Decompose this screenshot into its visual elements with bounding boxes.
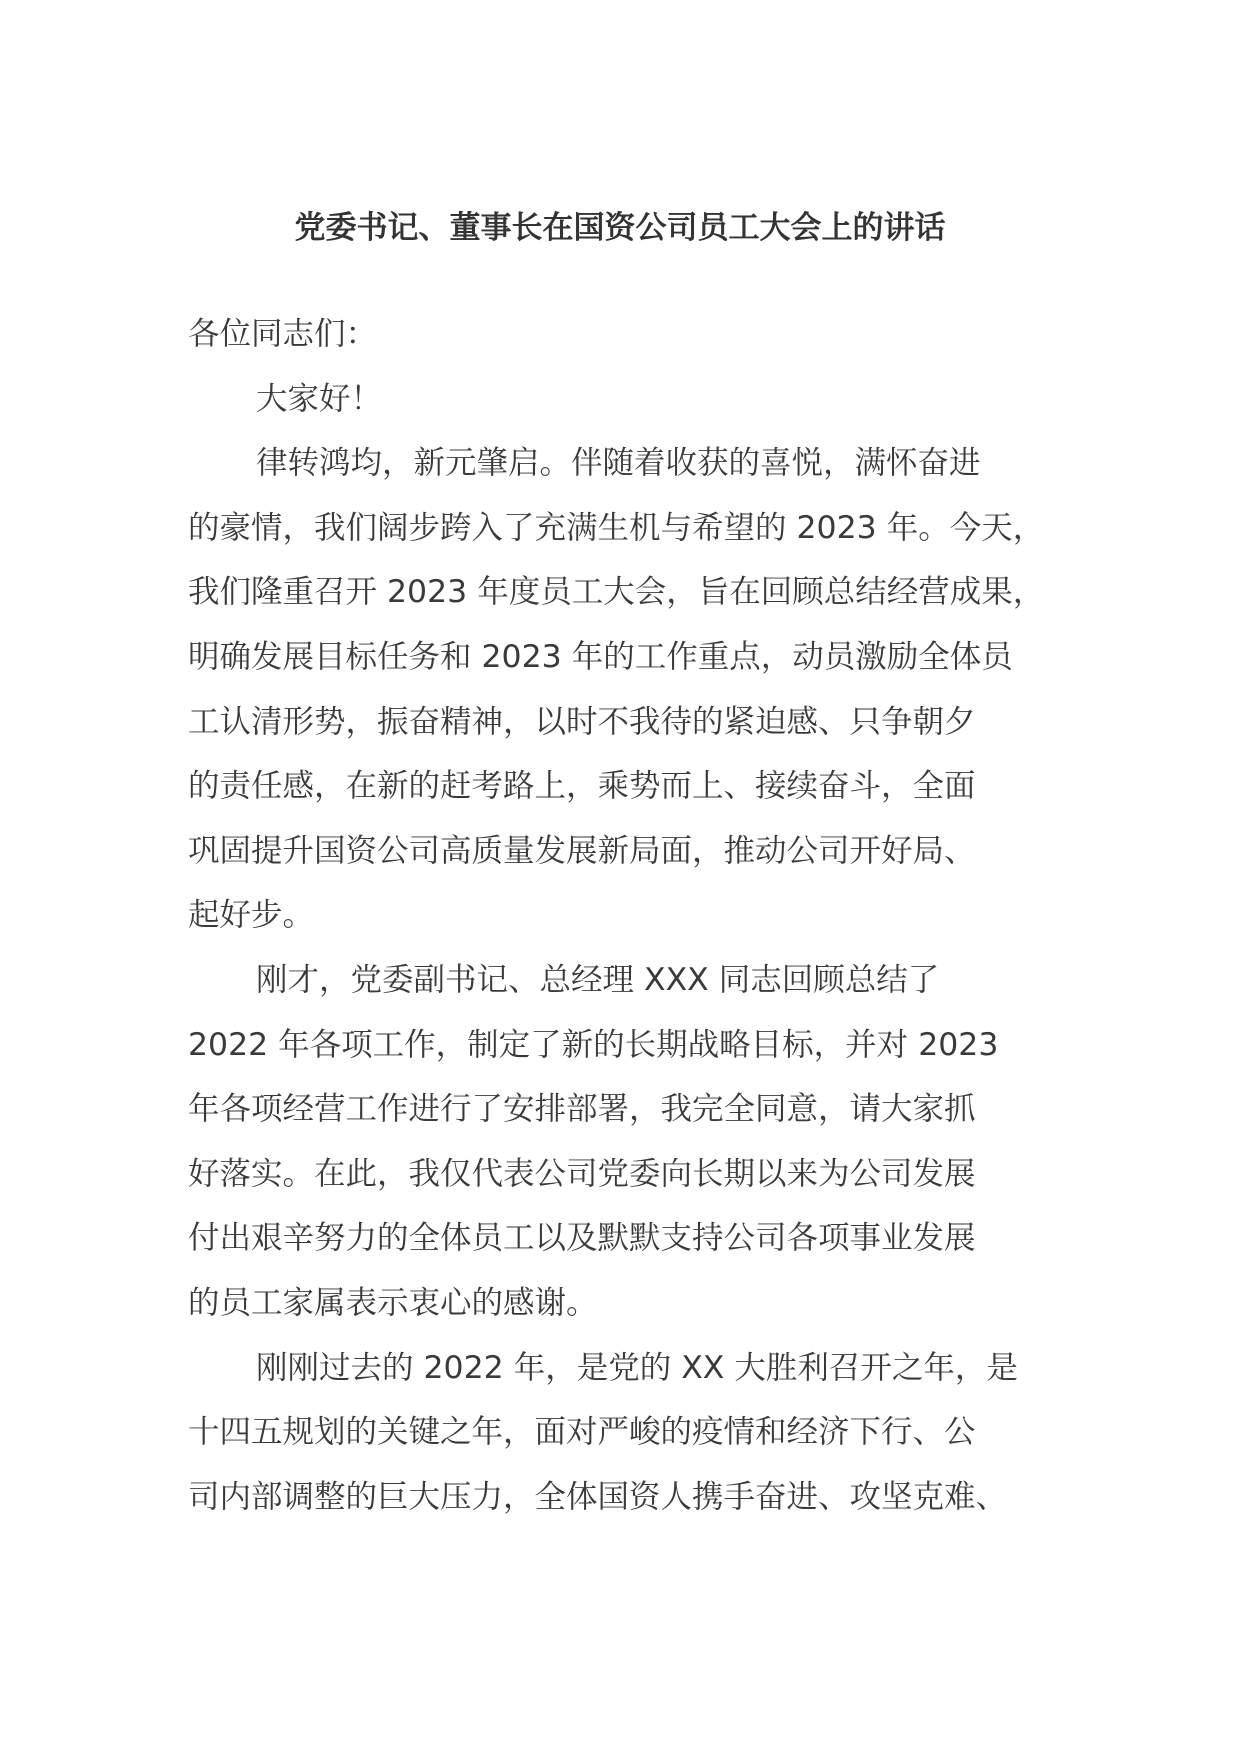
paragraph-1-line-3: 我们隆重召开 2023 年度员工大会，旨在回顾总结经营成果， [188, 574, 1045, 611]
paragraph-3-line-2: 十四五规划的关键之年，面对严峻的疫情和经济下行、公 [188, 1414, 976, 1451]
paragraph-1-line-5: 工认清形势，振奋精神，以时不我待的紧迫感、只争朝夕 [188, 703, 976, 740]
paragraph-3-line-1: 刚刚过去的 2022 年，是党的 XX 大胜利召开之年，是 [256, 1349, 1018, 1386]
paragraph-2-line-6: 的员工家属表示衷心的感谢。 [188, 1284, 598, 1321]
paragraph-1-line-2: 的豪情，我们阔步跨入了充满生机与希望的 2023 年。今天， [188, 509, 1045, 546]
paragraph-1-line-6: 的责任感，在新的赶考路上，乘势而上、接续奋斗，全面 [188, 768, 976, 805]
paragraph-2-line-4: 好落实。在此，我仅代表公司党委向长期以来为公司发展 [188, 1155, 976, 1192]
paragraph-2-line-3: 年各项经营工作进行了安排部署，我完全同意，请大家抓 [188, 1091, 976, 1128]
salutation-line: 大家好！ [256, 380, 383, 417]
paragraph-2-line-2: 2022 年各项工作，制定了新的长期战略目标，并对 2023 [188, 1026, 999, 1063]
paragraph-1-line-8: 起好步。 [188, 897, 315, 934]
paragraph-2-line-5: 付出艰辛努力的全体员工以及默默支持公司各项事业发展 [188, 1220, 976, 1257]
paragraph-1-line-7: 巩固提升国资公司高质量发展新局面，推动公司开好局、 [188, 832, 976, 869]
paragraph-1-line-4: 明确发展目标任务和 2023 年的工作重点，动员激励全体员 [188, 638, 1013, 675]
paragraph-2-line-1: 刚才，党委副书记、总经理 XXX 同志回顾总结了 [256, 961, 940, 998]
paragraph-3-line-3: 司内部调整的巨大压力，全体国资人携手奋进、攻坚克难、 [188, 1478, 1008, 1515]
document-title: 党委书记、董事长在国资公司员工大会上的讲话 [294, 210, 946, 246]
speech-body [188, 302, 1088, 1529]
paragraph-1-line-1: 律转鸿均，新元肇启。伴随着收获的喜悦，满怀奋进 [256, 445, 981, 482]
greeting-line: 各位同志们： [188, 316, 378, 352]
